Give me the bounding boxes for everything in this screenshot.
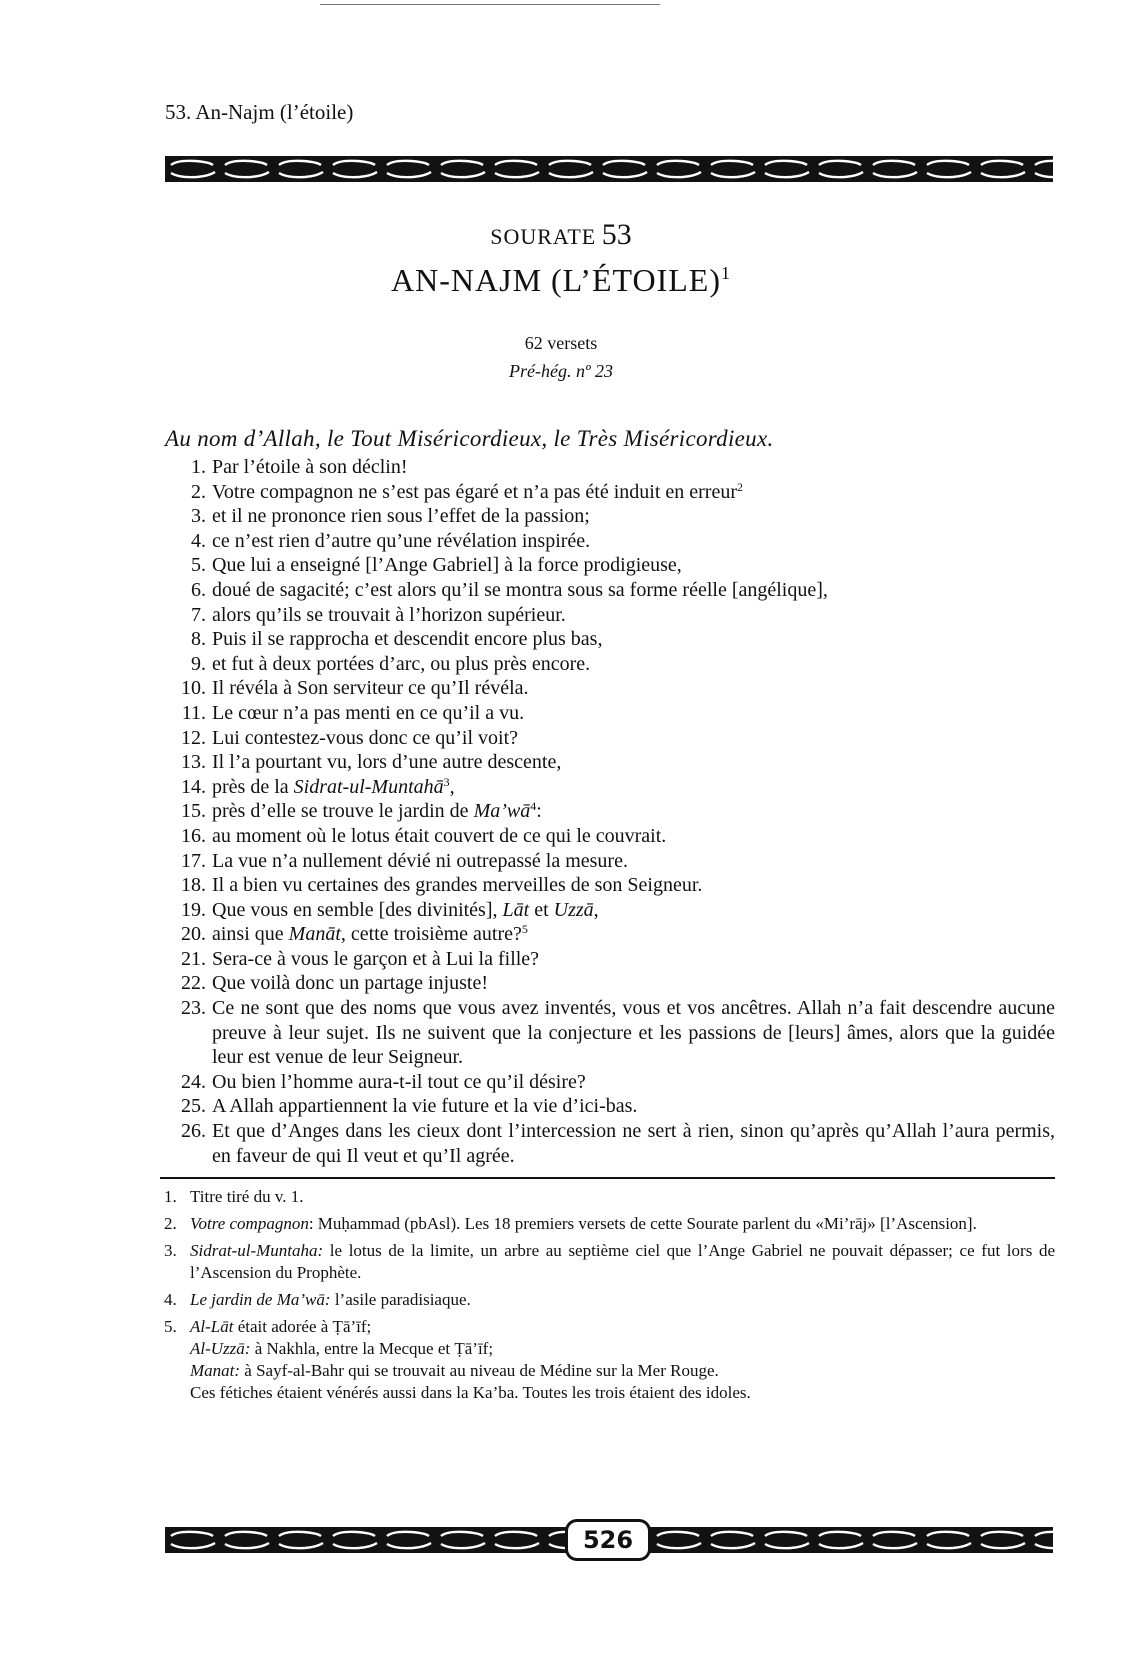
italic-term: Sidrat-ul-Muntaha:: [190, 1241, 324, 1260]
verse-number: 1.: [191, 456, 206, 478]
verse-text: [212, 898, 1055, 923]
verse-number: 15.: [181, 800, 206, 823]
verse: [160, 996, 1055, 1070]
footnote-number: 4.: [164, 1290, 177, 1309]
italic-term: Lāt: [502, 898, 530, 921]
footnotes: [160, 1186, 1055, 1409]
footnote-text-part: le lotus de la limite, un arbre au septième ciel que l’Ange Gabriel ne pouvait dépasser; ce fut lors de l’Ascension du Prophète.: [190, 1241, 1055, 1282]
ornament-band-top: [165, 156, 1053, 182]
italic-term: Le jardin de Ma’wā:: [190, 1290, 331, 1309]
verse-text: Sera-ce à vous le garçon et à Lui la fille?: [212, 947, 540, 970]
italic-term: Ma’wā: [473, 800, 531, 823]
footnote-divider: [160, 1177, 1055, 1179]
italic-term: Manāt: [288, 923, 341, 946]
verse: [160, 627, 1055, 652]
verse-number: 13.: [181, 751, 206, 774]
verse-text: [212, 799, 1055, 824]
verse-text: Ce ne sont que des noms que vous avez inventés, vous et vos ancêtres. Allah n’a fait descendre aucune preuve à leur sujet. Ils ne suivent que la conjecture et les passions de [leurs] âmes, alors que la guidée leur est venue de leur Seigneur.: [212, 997, 1055, 1069]
verse-number: 25.: [181, 1095, 206, 1118]
verse-text-part: et: [529, 898, 554, 921]
verse-number: 8.: [191, 628, 206, 651]
verse-text: Lui contestez-vous donc ce qu’il voit?: [212, 726, 519, 749]
sourate-title: [0, 262, 1122, 299]
italic-term: Uzzā: [553, 898, 594, 921]
verse: [160, 1119, 1055, 1168]
verse: [160, 1094, 1055, 1119]
verse: [160, 701, 1055, 726]
verse-number: 7.: [191, 603, 206, 626]
footnote-line: [190, 1360, 1055, 1382]
verse: [160, 553, 1055, 578]
verse-text-part: ainsi que: [212, 923, 289, 946]
footnote-text-part: était adorée à Ṭā’īf;: [233, 1317, 372, 1336]
verse-number: 23.: [181, 997, 206, 1020]
verse: [160, 504, 1055, 529]
verse-list: [160, 455, 1055, 1168]
verse-text: Il a bien vu certaines des grandes merveilles de son Seigneur.: [212, 874, 703, 897]
verse: [160, 922, 1055, 947]
verse: [160, 480, 1055, 505]
verse-number: 22.: [181, 972, 206, 995]
verse-number: 19.: [181, 898, 206, 921]
verse: [160, 824, 1055, 849]
footnote-text: [190, 1213, 1055, 1235]
sourate-title-text: AN-NAJM (L’ÉTOILE): [391, 262, 721, 298]
verse: [160, 873, 1055, 898]
verse-number: 24.: [181, 1070, 206, 1093]
verse: [160, 775, 1055, 800]
footnote-text: [190, 1240, 1055, 1284]
verse-text: Ou bien l’homme aura-t-il tout ce qu’il désire?: [212, 1070, 586, 1093]
verse-text: [212, 480, 1055, 505]
footnote-line: [190, 1338, 1055, 1360]
verse-number: 5.: [191, 554, 206, 577]
footnote-text: [190, 1316, 1055, 1404]
verse-text-part: ,: [449, 775, 455, 798]
verse-text: alors qu’ils se trouvait à l’horizon supérieur.: [212, 603, 566, 626]
footnote: [160, 1240, 1055, 1284]
verse-text: Par l’étoile à son déclin!: [212, 456, 408, 478]
verse: [160, 578, 1055, 603]
verse: [160, 1070, 1055, 1095]
verse-text: Que lui a enseigné [l’Ange Gabriel] à la force prodigieuse,: [212, 554, 682, 577]
verse-number: 9.: [191, 652, 206, 675]
verse-number: 21.: [181, 947, 206, 970]
footnote-text: [190, 1289, 1055, 1311]
verse: [160, 455, 1055, 480]
verse: [160, 750, 1055, 775]
footnote-ref: 5: [521, 922, 528, 937]
verse: [160, 676, 1055, 701]
verse-text-part: :: [536, 800, 542, 823]
verse: [160, 849, 1055, 874]
footnote-number: 2.: [164, 1214, 177, 1233]
verse-text-part: ,: [593, 898, 599, 921]
italic-term: Sidrat-ul-Muntahā: [293, 775, 444, 798]
verse-text-part: Votre compagnon ne s’est pas égaré et n’a pas été induit en erreur: [212, 480, 737, 503]
page-number: 526: [565, 1519, 651, 1561]
verse-text: Puis il se rapprocha et descendit encore plus bas,: [212, 628, 603, 651]
verse-text: Il l’a pourtant vu, lors d’une autre descente,: [212, 751, 562, 774]
verse-text-part: près de la: [212, 775, 294, 798]
footnote-text: Titre tiré du v. 1.: [190, 1187, 304, 1206]
verse-text: et fut à deux portées d’arc, ou plus près encore.: [212, 652, 591, 675]
running-head: 53. An-Najm (l’étoile): [165, 100, 354, 124]
footnote-text-part: à Nakhla, entre la Mecque et Ṭā’īf;: [250, 1339, 494, 1358]
italic-term: Manat:: [190, 1361, 241, 1380]
basmala: Au nom d’Allah, le Tout Miséricordieux, le Très Miséricordieux.: [165, 426, 774, 451]
top-scan-rule: [320, 4, 660, 5]
verse: [160, 726, 1055, 751]
verse-number: 14.: [181, 775, 206, 798]
verse: [160, 971, 1055, 996]
verse-number: 16.: [181, 824, 206, 847]
verse: [160, 799, 1055, 824]
verse: [160, 898, 1055, 923]
verse-number: 10.: [181, 677, 206, 700]
verse-number: 12.: [181, 726, 206, 749]
footnote-number: 5.: [164, 1317, 177, 1336]
verse-text-part: Que vous en semble [des divinités],: [212, 898, 503, 921]
sourate-label: SOURATE: [490, 224, 597, 249]
footnote: [160, 1316, 1055, 1404]
verse-number: 3.: [191, 505, 206, 528]
italic-term: Al-Uzzā:: [190, 1339, 251, 1358]
italic-term: Votre compagnon: [190, 1214, 309, 1233]
verse-text: [212, 922, 1055, 947]
verse-text: Le cœur n’a pas menti en ce qu’il a vu.: [212, 701, 525, 724]
verse-number: 2.: [191, 480, 206, 503]
verse-number: 18.: [181, 874, 206, 897]
verse: [160, 603, 1055, 628]
footnote-ref: 4: [530, 799, 537, 814]
verse: [160, 947, 1055, 972]
footnote-text-part: l’asile paradisiaque.: [330, 1290, 471, 1309]
verse-number: 11.: [181, 701, 206, 724]
footnote: [160, 1186, 1055, 1208]
verse-text: Et que d’Anges dans les cieux dont l’intercession ne sert à rien, sinon qu’après qu’Allah l’aura permis, en faveur de qui Il veut et qu’Il agrée.: [212, 1120, 1055, 1167]
footnote-text-part: : Muḥammad (pbAsl). Les 18 premiers versets de cette Sourate parlent du «Mi’rāj» [l’Ascension].: [308, 1214, 977, 1233]
footnote-ref: 3: [443, 774, 450, 789]
verse-text: La vue n’a nullement dévié ni outrepassé la mesure.: [212, 849, 628, 872]
footnote-number: 3.: [164, 1241, 177, 1260]
verse-text: ce n’est rien d’autre qu’une révélation inspirée.: [212, 529, 591, 552]
verse-text: A Allah appartiennent la vie future et la vie d’ici-bas.: [212, 1095, 638, 1118]
footnote-number: 1.: [164, 1187, 177, 1206]
verse-text: doué de sagacité; c’est alors qu’il se montra sous sa forme réelle [angélique],: [212, 578, 828, 601]
verse-text: Que voilà donc un partage injuste!: [212, 972, 489, 995]
footnote-line: Ces fétiches étaient vénérés aussi dans la Ka’ba. Toutes les trois étaient des idoles.: [190, 1383, 751, 1402]
footnote-ref: 2: [736, 479, 743, 494]
sourate-heading: [0, 218, 1122, 252]
verse-text: et il ne prononce rien sous l’effet de la passion;: [212, 505, 590, 528]
verse-text: au moment où le lotus était couvert de ce qui le couvrait.: [212, 824, 667, 847]
chain-ornament: [165, 156, 1053, 182]
sourate-number: 53: [601, 218, 632, 251]
verse-number: 17.: [181, 849, 206, 872]
verse-text-part: , cette troisième autre?: [340, 923, 522, 946]
verse-number: 26.: [181, 1120, 206, 1143]
verse-text-part: près d’elle se trouve le jardin de: [212, 800, 474, 823]
verse-text: Il révéla à Son serviteur ce qu’Il révéla.: [212, 677, 529, 700]
footnote: [160, 1289, 1055, 1311]
footnote-text-part: à Sayf-al-Bahr qui se trouvait au niveau de Médine sur la Mer Rouge.: [240, 1361, 719, 1380]
footnote-ref: 1: [720, 263, 731, 283]
revelation-period: Pré-hég. nº 23: [508, 361, 614, 381]
verse-count: 62 versets: [524, 333, 598, 353]
verse-text: [212, 775, 1055, 800]
verse: [160, 652, 1055, 677]
verse-number: 20.: [181, 923, 206, 946]
italic-term: Al-Lāt: [190, 1317, 234, 1336]
verse-number: 6.: [191, 578, 206, 601]
verse-number: 4.: [191, 529, 206, 552]
footnote-line: [190, 1316, 1055, 1338]
verse: [160, 529, 1055, 554]
footnote: [160, 1213, 1055, 1235]
